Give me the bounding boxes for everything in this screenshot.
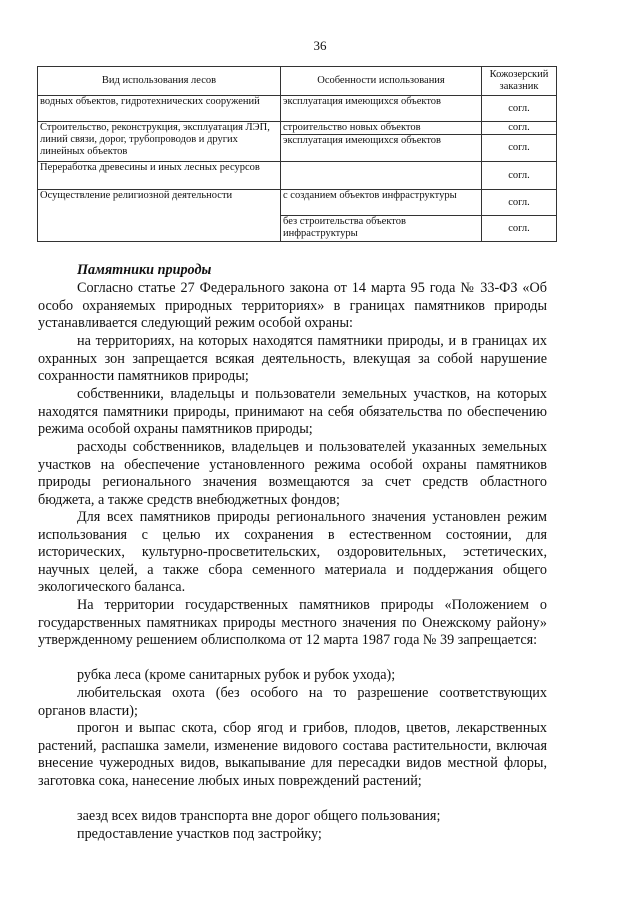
list-item: предоставление участков под застройку; xyxy=(77,826,322,842)
header-reserve: Кожозерский заказник xyxy=(482,67,557,96)
cell-status: согл. xyxy=(482,122,557,135)
list-item: заезд всех видов транспорта вне дорог общего пользования; xyxy=(77,808,441,824)
table-row xyxy=(38,96,557,122)
list-item: рубка леса (кроме санитарных рубок и рубок ухода); xyxy=(77,667,396,683)
cell-status: согл. xyxy=(482,96,557,122)
cell-use-feature: строительство новых объектов xyxy=(281,122,482,135)
cell-use-feature: с созданием объектов инфраструктуры xyxy=(281,190,482,216)
page-number: 36 xyxy=(313,38,327,53)
table-row xyxy=(38,190,557,216)
paragraph: собственники, владельцы и пользователи земельных участков, на которых находятся памятники природы, принимают на себя обязательства по обеспечению режима особой охраны памятников природы; xyxy=(38,386,547,438)
cell-status: согл. xyxy=(482,135,557,162)
paragraph: Для всех памятников природы регионального значения установлен режим использования с целью их сохранения в естественном состоянии, для исторических, культурно-просветительских, оздоровительных, эстетических, научных целей, а также сбора семенного материала и поддержания общего экологического баланса. xyxy=(38,509,547,596)
list-item: любительская охота (без особого на то разрешение соответствующих органов власти); xyxy=(38,685,547,719)
header-use-features: Особенности использования xyxy=(281,67,482,96)
cell-use-feature: эксплуатация имеющихся объектов xyxy=(281,135,482,162)
cell-use-type: Осуществление религиозной деятельности xyxy=(38,190,281,242)
header-forest-use-type: Вид использования лесов xyxy=(38,67,281,96)
paragraph: Согласно статье 27 Федерального закона от 14 марта 95 года № 33-ФЗ «Об особо охраняемых природных территориях» в границах памятников природы устанавливается следующий режим особой охраны: xyxy=(38,280,547,332)
table-row xyxy=(38,162,557,190)
cell-status: согл. xyxy=(482,216,557,242)
paragraph: На территории государственных памятников природы «Положением о государственных памятниках природы местного значения по Онежскому району» утвержденному решением облисполкома от 12 марта 1987 года № 39 запрещается: xyxy=(38,597,547,649)
cell-use-feature: без строительства объектов инфраструктуры xyxy=(281,216,482,242)
list-item: прогон и выпас скота, сбор ягод и грибов, плодов, цветов, лекарственных растений, распашка замели, изменение видового состава растительности, включая внесение чужеродных видов, выкапывание для пересадки видов местной флоры, заготовка сока, нанесение любых иных повреждений растений; xyxy=(38,720,547,789)
cell-use-feature: эксплуатация имеющихся объектов xyxy=(281,96,482,122)
table-header-row xyxy=(38,67,557,96)
cell-status: согл. xyxy=(482,162,557,190)
paragraph: расходы собственников, владельцев и пользователей указанных земельных участков на обеспечение установленного режима особой охраны памятников природы регионального значения возмещаются за счет средств областного бюджета, а также средств внебюджетных фондов; xyxy=(38,439,547,508)
cell-use-type: водных объектов, гидротехнических сооружений xyxy=(38,96,281,122)
cell-status: согл. xyxy=(482,190,557,216)
table-row xyxy=(38,122,557,135)
section-title: Памятники природы xyxy=(77,262,212,278)
paragraph: на территориях, на которых находятся памятники природы, и в границах их охранных зон запрещается всякая деятельность, влекущая за собой нарушение сохранности памятников природы; xyxy=(38,333,547,385)
cell-use-type: Переработка древесины и иных лесных ресурсов xyxy=(38,162,281,190)
cell-use-type: Строительство, реконструкция, эксплуатация ЛЭП, линий связи, дорог, трубопроводов и других линейных объектов xyxy=(38,122,281,162)
cell-use-feature xyxy=(281,162,482,190)
forest-use-table xyxy=(37,66,557,242)
